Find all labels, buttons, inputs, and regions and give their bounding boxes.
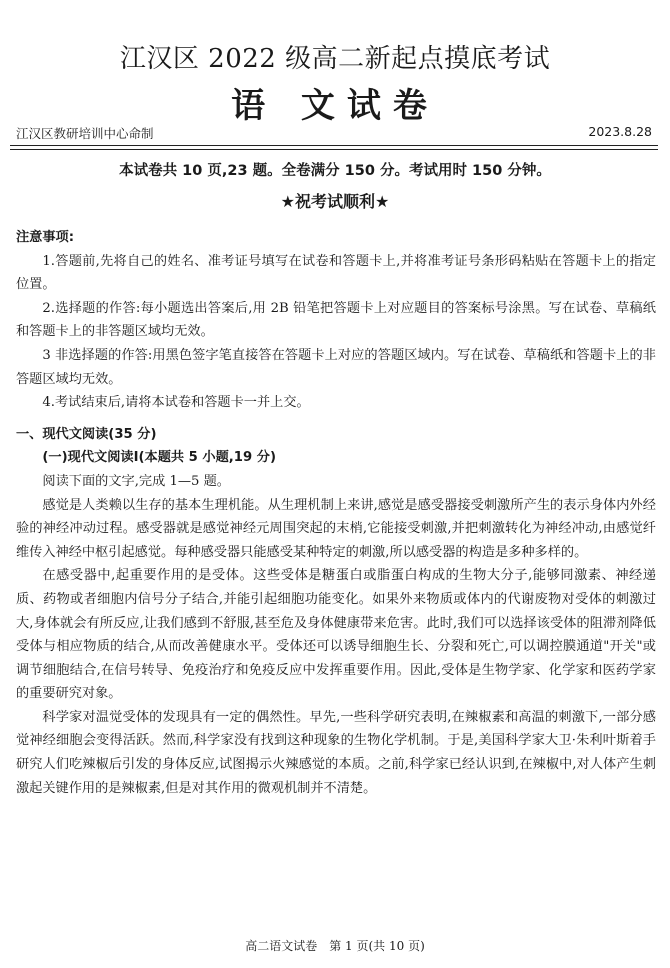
issuer: 江汉区教研培训中心命制 (16, 126, 154, 141)
reading-instruction: 阅读下面的文字,完成 1—5 题。 (42, 473, 230, 489)
exam-date: 2023.8.28 (588, 124, 652, 139)
header-rule-top (10, 145, 658, 146)
notice-heading: 注意事项: (16, 230, 75, 245)
subject-title: 语 文试卷 (231, 86, 439, 126)
section-heading: 一、现代文阅读(35 分) (16, 426, 157, 442)
passage-paragraph: 在感受器中,起重要作用的是受体。这些受体是糖蛋白或脂蛋白构成的生物大分子,能够同激素、神经递质、药物或者细胞内信号分子结合,并能引起细胞功能变化。如果外来物质或体内的代谢废物对受体的刺激过大,身体就会有所反应,让我们感到不舒服,甚至危及身体健康带来危害。此时,我们可以选择该受体的阻滞剂降低受体与相应物质的结合,从而改善健康水平。受体还可以诱导细胞生长、分裂和死亡,可以调控膜通道"开关"或调节细胞结合,在信号转导、免疫治疗和免疫反应中发挥重要作用。因此,受体是生物学家、化学家和医药学家的重要研究对象。 (16, 568, 656, 702)
passage-paragraph: 科学家对温觉受体的发现具有一定的偶然性。早先,一些科学研究表明,在辣椒素和高温的刺激下,一部分感觉神经细胞会变得活跃。然而,科学家没有找到这种现象的生物化学机制。于是,美国科学家大卫·朱利叶斯着手研究人们吃辣椒后引发的身体反应,试图揭示火辣感觉的本质。之前,科学家已经认识到,在辣椒中,对人体产生刺激起关键作用的是辣椒素,但是对其作用的微观机制并不清楚。 (16, 709, 656, 796)
notice-item: 2.选择题的作答:每小题选出答案后,用 2B 铅笔把答题卡上对应题目的答案标号涂黑。写在试卷、草稿纸和答题卡上的非答题区域均无效。 (16, 300, 656, 340)
exam-title: 江汉区 2022 级高二新起点摸底考试 (119, 44, 551, 74)
page-footer: 高二语文试卷 第 1 页(共 10 页) (245, 939, 425, 953)
exam-info: 本试卷共 10 页,23 题。全卷满分 150 分。考试用时 150 分钟。 (119, 163, 551, 179)
header-rule-bottom (10, 149, 658, 150)
good-luck-banner: ★祝考试顺利★ (280, 192, 390, 211)
notice-item: 1.答题前,先将自己的姓名、准考证号填写在试卷和答题卡上,并将准考证号条形码粘贴在答题卡上的指定位置。 (16, 253, 656, 293)
header-meta (16, 124, 652, 142)
notice-item: 4.考试结束后,请将本试卷和答题卡一并上交。 (42, 395, 310, 411)
subsection-heading: (一)现代文阅读Ⅰ(本题共 5 小题,19 分) (42, 450, 276, 466)
passage-paragraph: 感觉是人类赖以生存的基本生理机能。从生理机制上来讲,感觉是感受器接受刺激所产生的表示身体内外经验的神经冲动过程。感受器就是感觉神经元周围突起的末梢,它能接受刺激,并把刺激转化为神经冲动,由感觉纤维传入神经中枢引起感觉。每种感受器只能感受某种特定的刺激,所以感受器的构造是多种多样的。 (16, 497, 656, 560)
exam-body (16, 226, 656, 800)
notice-item: 3 非选择题的作答:用黑色签字笔直接答在答题卡上对应的答题区域内。写在试卷、草稿纸和答题卡上的非答题区域均无效。 (16, 347, 656, 387)
